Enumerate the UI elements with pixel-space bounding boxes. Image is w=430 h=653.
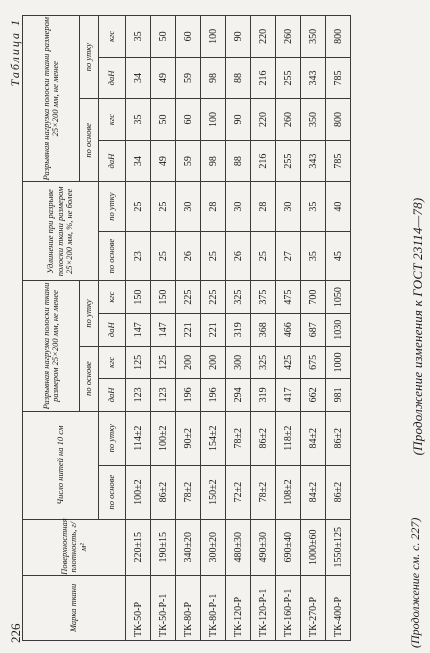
cell-strip-weft-kgs: 150 xyxy=(126,281,151,314)
cell-elong-warp: 27 xyxy=(276,231,301,280)
cell-wet-warp-kgs: 50 xyxy=(151,99,176,141)
table-row xyxy=(326,16,351,641)
cell-elong-warp: 25 xyxy=(201,231,226,280)
cell-elong-weft: 25 xyxy=(151,182,176,231)
cell-elong-warp: 26 xyxy=(176,231,201,280)
cell-strip-warp-kgs: 675 xyxy=(301,346,326,379)
cell-wet-warp-dan: 98 xyxy=(201,140,226,182)
cell-strip-weft-dan: 687 xyxy=(301,313,326,346)
cell-strip-weft-dan: 147 xyxy=(126,313,151,346)
cell-strip-warp-dan: 123 xyxy=(151,379,176,412)
cell-elong-warp: 26 xyxy=(226,231,251,280)
cell-weft: 154±2 xyxy=(201,411,226,465)
cell-strip-warp-kgs: 200 xyxy=(176,346,201,379)
cell-wet-weft-dan: 216 xyxy=(251,57,276,99)
cell-brand: ТК-120-Р-1 xyxy=(251,575,276,640)
cell-weft: 84±2 xyxy=(301,411,326,465)
cell-weft: 86±2 xyxy=(251,411,276,465)
cell-wet-warp-kgs: 260 xyxy=(276,99,301,141)
page-number: 226 xyxy=(8,623,23,643)
header-wet-weft: по утку xyxy=(80,16,99,99)
cell-wet-weft-dan: 255 xyxy=(276,57,301,99)
cell-wet-warp-kgs: 350 xyxy=(301,99,326,141)
cell-density: 190±15 xyxy=(151,519,176,575)
cell-strip-weft-kgs: 475 xyxy=(276,281,301,314)
header-note: (Продолжение изменения к ГОСТ 23114—78) xyxy=(410,197,425,456)
cell-elong-weft: 40 xyxy=(326,182,351,231)
cell-wet-weft-kgs: 350 xyxy=(301,16,326,58)
cell-strip-weft-dan: 319 xyxy=(226,313,251,346)
cell-density: 220±15 xyxy=(126,519,151,575)
cell-warp: 84±2 xyxy=(301,465,326,519)
cell-elong-warp: 35 xyxy=(301,231,326,280)
header-unit: даН xyxy=(99,379,126,412)
cell-strip-warp-dan: 319 xyxy=(251,379,276,412)
cell-strip-weft-dan: 221 xyxy=(201,313,226,346)
cell-warp: 150±2 xyxy=(201,465,226,519)
header-threads-weft: по утку xyxy=(99,411,126,465)
header-unit: даН xyxy=(99,140,126,182)
cell-weft: 114±2 xyxy=(126,411,151,465)
table-row xyxy=(251,16,276,641)
cell-warp: 100±2 xyxy=(126,465,151,519)
cell-wet-warp-dan: 49 xyxy=(151,140,176,182)
cell-wet-warp-kgs: 35 xyxy=(126,99,151,141)
cell-weft: 118±2 xyxy=(276,411,301,465)
cell-strip-warp-dan: 981 xyxy=(326,379,351,412)
cell-wet-weft-kgs: 60 xyxy=(176,16,201,58)
cell-wet-weft-kgs: 800 xyxy=(326,16,351,58)
main-table xyxy=(22,15,351,641)
cell-strip-weft-kgs: 325 xyxy=(226,281,251,314)
cell-wet-weft-dan: 49 xyxy=(151,57,176,99)
cell-strip-warp-dan: 123 xyxy=(126,379,151,412)
cell-brand: ТК-50-Р-1 xyxy=(151,575,176,640)
cell-brand: ТК-50-Р xyxy=(126,575,151,640)
header-wet-load: Разрывная нагрузка полоски ткани размером 25×200 мм, не менее xyxy=(23,16,80,182)
cell-weft: 86±2 xyxy=(326,411,351,465)
cell-strip-weft-kgs: 225 xyxy=(176,281,201,314)
cell-strip-warp-kgs: 125 xyxy=(151,346,176,379)
cell-strip-weft-kgs: 225 xyxy=(201,281,226,314)
header-strip-weft: по утку xyxy=(80,281,99,346)
table-caption: Таблица 1 xyxy=(8,18,22,87)
table-row xyxy=(226,16,251,641)
cell-strip-warp-kgs: 125 xyxy=(126,346,151,379)
cell-weft: 90±2 xyxy=(176,411,201,465)
cell-elong-warp: 23 xyxy=(126,231,151,280)
cell-strip-warp-kgs: 200 xyxy=(201,346,226,379)
cell-strip-warp-dan: 417 xyxy=(276,379,301,412)
cell-weft: 100±2 xyxy=(151,411,176,465)
header-threads: Число нитей на 10 см xyxy=(23,411,99,519)
cell-warp: 78±2 xyxy=(251,465,276,519)
cell-wet-warp-kgs: 800 xyxy=(326,99,351,141)
cell-wet-weft-kgs: 100 xyxy=(201,16,226,58)
table-row xyxy=(126,16,151,641)
header-unit: кгс xyxy=(99,346,126,379)
cell-elong-weft: 28 xyxy=(201,182,226,231)
header-threads-warp: по основе xyxy=(99,465,126,519)
table-row xyxy=(176,16,201,641)
cell-brand: ТК-120-Р xyxy=(226,575,251,640)
header-strip-warp: по основе xyxy=(80,346,99,411)
cell-density: 480±30 xyxy=(226,519,251,575)
cell-strip-warp-dan: 662 xyxy=(301,379,326,412)
header-unit: даН xyxy=(99,313,126,346)
cell-wet-warp-kgs: 220 xyxy=(251,99,276,141)
cell-brand: ТК-160-Р-1 xyxy=(276,575,301,640)
table-row xyxy=(151,16,176,641)
header-density: Поверхностная плотность, г/м² xyxy=(23,519,126,575)
cell-wet-warp-dan: 255 xyxy=(276,140,301,182)
header-unit: кгс xyxy=(99,16,126,58)
header-unit: кгс xyxy=(99,99,126,141)
cell-warp: 86±2 xyxy=(151,465,176,519)
cell-strip-warp-kgs: 425 xyxy=(276,346,301,379)
cell-warp: 86±2 xyxy=(326,465,351,519)
cell-wet-warp-dan: 59 xyxy=(176,140,201,182)
cell-elong-weft: 25 xyxy=(126,182,151,231)
header-brand: Марка ткани xyxy=(23,575,126,640)
cell-brand: ТК-80-Р xyxy=(176,575,201,640)
cell-elong-weft: 35 xyxy=(301,182,326,231)
cell-density: 340±20 xyxy=(176,519,201,575)
cell-wet-weft-dan: 343 xyxy=(301,57,326,99)
cell-density: 490±30 xyxy=(251,519,276,575)
cell-strip-weft-dan: 368 xyxy=(251,313,276,346)
cell-strip-warp-dan: 294 xyxy=(226,379,251,412)
table-row xyxy=(276,16,301,641)
cell-wet-weft-kgs: 220 xyxy=(251,16,276,58)
cell-brand: ТК-270-Р xyxy=(301,575,326,640)
cell-density: 300±20 xyxy=(201,519,226,575)
cell-strip-weft-kgs: 150 xyxy=(151,281,176,314)
header-elong-weft: по утку xyxy=(99,182,126,231)
cell-weft: 78±2 xyxy=(226,411,251,465)
header-wet-warp: по основе xyxy=(80,99,99,182)
cell-brand: ТК-400-Р xyxy=(326,575,351,640)
cell-wet-weft-kgs: 260 xyxy=(276,16,301,58)
cell-strip-warp-dan: 196 xyxy=(201,379,226,412)
header-elong-warp: по основе xyxy=(99,231,126,280)
cell-wet-weft-kgs: 50 xyxy=(151,16,176,58)
cell-elong-warp: 25 xyxy=(151,231,176,280)
cell-wet-weft-dan: 785 xyxy=(326,57,351,99)
cell-strip-warp-kgs: 300 xyxy=(226,346,251,379)
cell-elong-weft: 30 xyxy=(226,182,251,231)
cell-strip-warp-dan: 196 xyxy=(176,379,201,412)
cell-strip-warp-kgs: 325 xyxy=(251,346,276,379)
cell-strip-weft-dan: 1030 xyxy=(326,313,351,346)
cell-wet-weft-dan: 59 xyxy=(176,57,201,99)
cell-strip-weft-kgs: 375 xyxy=(251,281,276,314)
header-unit: даН xyxy=(99,57,126,99)
footer-note: (Продолжение см. с. 227) xyxy=(408,517,422,648)
cell-wet-warp-dan: 785 xyxy=(326,140,351,182)
cell-warp: 78±2 xyxy=(176,465,201,519)
cell-elong-warp: 25 xyxy=(251,231,276,280)
cell-strip-weft-dan: 147 xyxy=(151,313,176,346)
cell-brand: ТК-80-Р-1 xyxy=(201,575,226,640)
cell-elong-warp: 45 xyxy=(326,231,351,280)
cell-wet-warp-kgs: 60 xyxy=(176,99,201,141)
cell-elong-weft: 30 xyxy=(176,182,201,231)
cell-wet-warp-dan: 216 xyxy=(251,140,276,182)
table-row xyxy=(201,16,226,641)
header-strip-load: Разрывная нагрузка полоски ткани размером 25×200 мм, не менее xyxy=(23,281,80,411)
cell-wet-weft-dan: 88 xyxy=(226,57,251,99)
cell-density: 1550±125 xyxy=(326,519,351,575)
cell-wet-weft-kgs: 35 xyxy=(126,16,151,58)
cell-wet-warp-dan: 34 xyxy=(126,140,151,182)
cell-wet-weft-dan: 34 xyxy=(126,57,151,99)
table-row xyxy=(301,16,326,641)
cell-strip-weft-kgs: 1050 xyxy=(326,281,351,314)
header-elongation: Удлинение при разрыве полоски ткани размером 25×200 мм, %, не более xyxy=(23,182,99,281)
cell-density: 690±40 xyxy=(276,519,301,575)
cell-strip-weft-kgs: 700 xyxy=(301,281,326,314)
cell-wet-warp-kgs: 100 xyxy=(201,99,226,141)
cell-strip-weft-dan: 221 xyxy=(176,313,201,346)
header-unit: кгс xyxy=(99,281,126,314)
cell-warp: 108±2 xyxy=(276,465,301,519)
cell-wet-weft-kgs: 90 xyxy=(226,16,251,58)
cell-elong-weft: 28 xyxy=(251,182,276,231)
cell-wet-warp-dan: 88 xyxy=(226,140,251,182)
cell-wet-warp-dan: 343 xyxy=(301,140,326,182)
cell-strip-weft-dan: 466 xyxy=(276,313,301,346)
table-body xyxy=(126,16,351,641)
cell-strip-warp-kgs: 1000 xyxy=(326,346,351,379)
cell-wet-weft-dan: 98 xyxy=(201,57,226,99)
cell-warp: 72±2 xyxy=(226,465,251,519)
cell-wet-warp-kgs: 90 xyxy=(226,99,251,141)
cell-elong-weft: 30 xyxy=(276,182,301,231)
footer-wrap xyxy=(408,518,423,648)
cell-density: 1000±60 xyxy=(301,519,326,575)
